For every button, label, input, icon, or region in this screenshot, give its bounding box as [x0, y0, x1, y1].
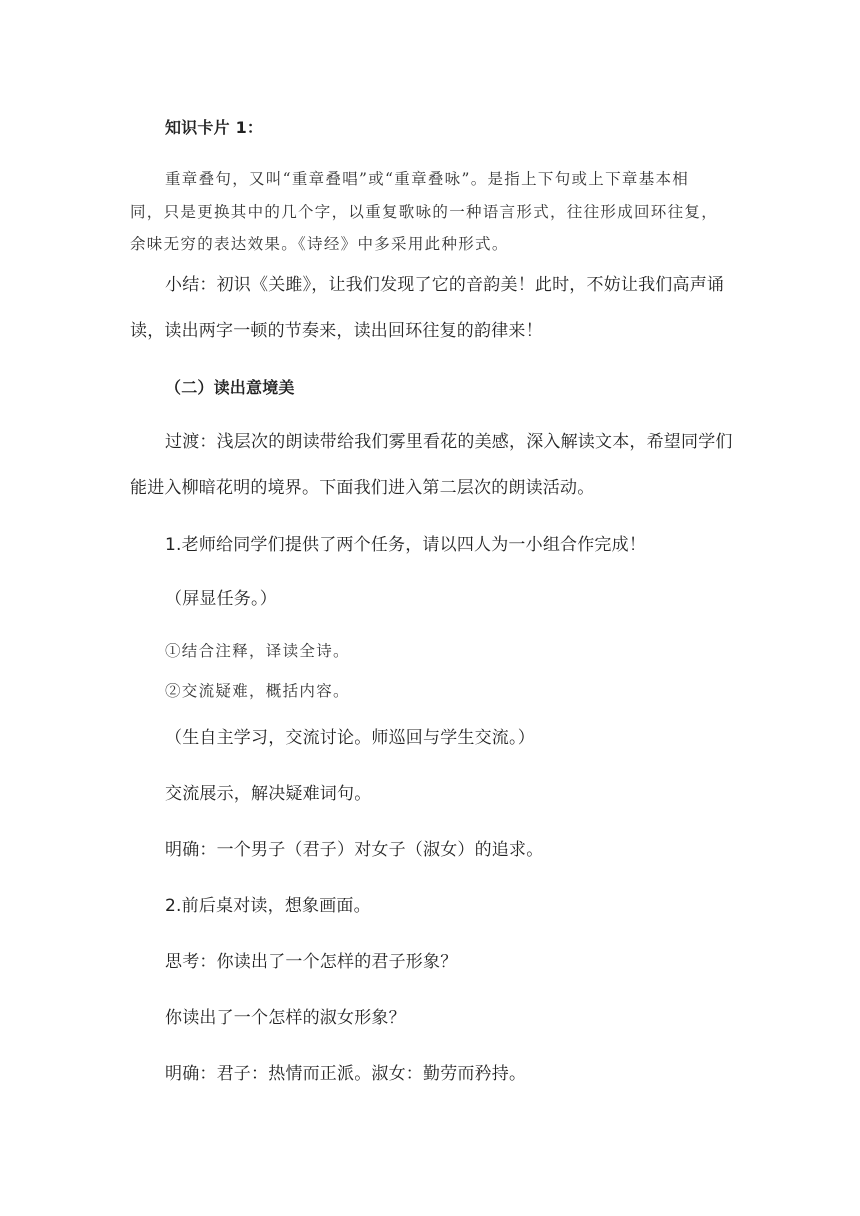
knowledge-card-title: 知识卡片 1： — [165, 118, 264, 137]
summary-line: 小结：初识《关雎》，让我们发现了它的音韵美！此时，不妨让我们高声诵 — [165, 275, 725, 295]
knowledge-card-line: 重章叠句，又叫“重章叠唱”或“重章叠咏”。是指上下句或上下章基本相 — [165, 170, 690, 188]
knowledge-card-line: 同，只是更换其中的几个字，以重复歌咏的一种语言形式，往往形成回环往复， — [130, 203, 719, 221]
summary-line: 读，读出两字一顿的节奏来，读出回环往复的韵律来！ — [130, 321, 543, 341]
student-note: （生自主学习，交流讨论。师巡回与学生交流。） — [165, 728, 535, 748]
think-question: 思考：你读出了一个怎样的君子形象？ — [165, 952, 458, 972]
think-question: 你读出了一个怎样的淑女形象？ — [165, 1008, 406, 1028]
task-item: ①结合注释，译读全诗。 — [165, 642, 350, 660]
task-item: ②交流疑难，概括内容。 — [165, 682, 350, 700]
screen-note: （屏显任务。） — [165, 589, 277, 609]
activity2-intro: 2.前后桌对读，想象画面。 — [165, 896, 371, 916]
knowledge-card-line: 余味无穷的表达效果。《诗经》中多采用此种形式。 — [130, 235, 509, 253]
transition-line: 过渡：浅层次的朗读带给我们雾里看花的美感，深入解读文本，希望同学们 — [165, 432, 733, 452]
clarify-text: 明确：君子：热情而正派。淑女：勤劳而矜持。 — [165, 1064, 527, 1084]
activity1-intro: 1.老师给同学们提供了两个任务，请以四人为一小组合作完成！ — [165, 535, 647, 555]
clarify-text: 明确：一个男子（君子）对女子（淑女）的追求。 — [165, 840, 544, 860]
exchange-text: 交流展示，解决疑难词句。 — [165, 784, 372, 804]
section-heading: （二）读出意境美 — [165, 378, 295, 397]
transition-line: 能进入柳暗花明的境界。下面我们进入第二层次的朗读活动。 — [130, 478, 595, 498]
